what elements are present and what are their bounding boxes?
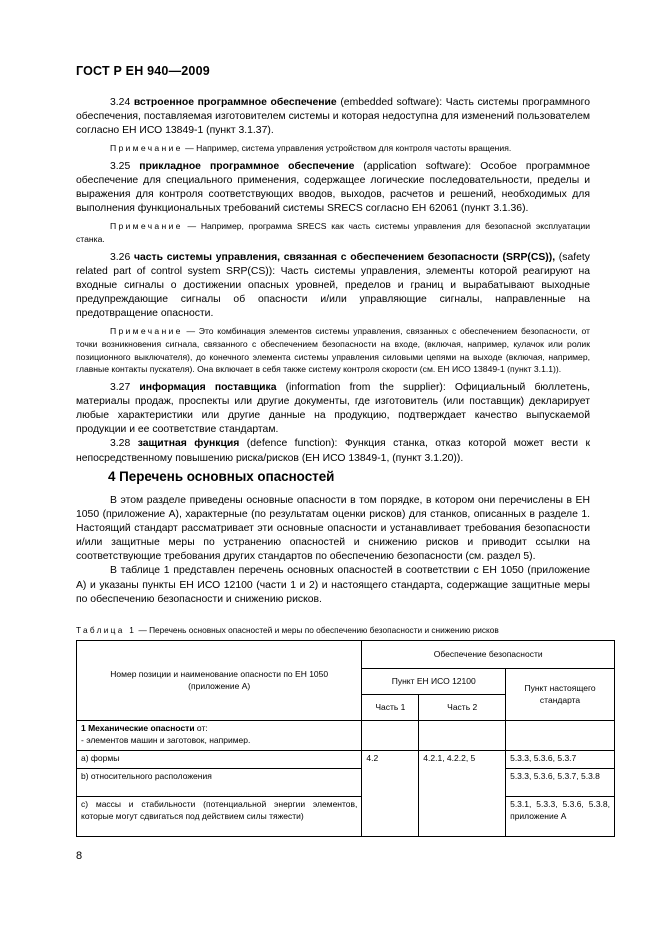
def-text: (safety related part of control system SRP(CS)): Часть системы управления, элементы которой реагируют на входные сигналы о достижении опасных уровней, пределов и границ и вырабатывают выходные предупреждающие сигналы об опасности и/или управляющие сигналы, направленные на предотвращение опасности. <box>76 251 590 320</box>
group-cell <box>77 721 362 751</box>
note-text: — Например, программа SRECS как часть системы управления для безопасной эксплуатации станка. <box>76 221 590 245</box>
group-subtitle: - элементов машин и заготовок, например. <box>81 734 251 745</box>
table-row <box>77 769 615 797</box>
definition-3-26 <box>76 251 590 321</box>
note-3-24 <box>76 142 590 155</box>
def-term: защитная функция <box>137 438 240 450</box>
table-header-row <box>77 641 615 669</box>
note-label: Примечание <box>110 143 183 154</box>
table-cell <box>506 721 615 751</box>
note-text: — Например, система управления устройством для контроля частоты вращения. <box>182 143 512 154</box>
hazard-cell: c) массы и стабильности (потенциальной энергии элементов, которые могут сдвигаться под действием силы тяжести) <box>77 797 362 837</box>
hazard-cell: a) формы <box>77 751 362 769</box>
section-paragraph-1: В этом разделе приведены основные опасности в том порядке, в котором они перечислены в ЕН 1050 (приложение А), характерные (по результатам оценки рисков) для станков, описанных в разделе 1. Настоящий стандарт рассматривает эти основные опасности и устанавливает требования безопасности и/или защитные меры по устранению опасностей и снижению рисков и приводит ссылки на соответствующие требования других стандартов по обеспечению безопасности (см. раздел 5). <box>76 495 590 563</box>
definition-3-28 <box>76 437 590 465</box>
def-number: 3.25 <box>110 160 131 172</box>
def-text: (information from the supplier): Официальный бюллетень, материалы продаж, проспекты или другие документы, где изготовитель (или поставщик) декларирует любые характеристики или другие данные на продукцию, подтверждает качество выпускаемой продукции и ее соответствие стандартам. <box>76 382 590 436</box>
def-number: 3.26 <box>110 251 131 263</box>
def-text: (defence function): Функция станка, отказ которой может вести к непосредственному повышению риска/рисков (ЕН ИСО 13849-1, (пункт 3.1.20)). <box>76 438 591 464</box>
part2-cell: 4.2.1, 4.2.2, 5 <box>419 751 506 837</box>
caption-label: Таблица 1 <box>76 625 137 635</box>
header-part1: Часть 1 <box>362 695 419 721</box>
table-row <box>77 721 615 751</box>
table-row <box>77 797 615 837</box>
group-title-rest: от: <box>194 723 208 733</box>
standard-cell: 5.3.3, 5.3.6, 5.3.7, 5.3.8 <box>506 769 615 797</box>
section-paragraph-2: В таблице 1 представлен перечень основных опасностей в соответствии с ЕН 1050 (приложение А) и указаны пункты ЕН ИСО 12100 (части 1 и 2) и настоящего стандарта, содержащие защитные меры по обеспечению безопасности и снижению рисков. <box>76 565 590 605</box>
table-caption <box>76 625 499 635</box>
hazard-cell: b) относительного расположения <box>77 769 362 797</box>
hazards-table <box>76 640 615 837</box>
def-term: встроенное программное обеспечение <box>133 97 337 108</box>
def-term: прикладное программное обеспечение <box>139 160 355 172</box>
def-term: информация поставщика <box>139 382 277 394</box>
definition-3-25 <box>76 160 590 216</box>
table-cell <box>362 721 419 751</box>
note-3-25 <box>76 220 590 245</box>
note-label: Примечание <box>110 221 183 232</box>
def-number: 3.28 <box>110 438 131 450</box>
def-text: (application software): Особое программное обеспечение для специального применения, содержащее логические последовательности, пределы и выражения для контроля соответствующих вводов, выходов, расчетов и решений, необходимых для выполнения функциональных требований системы SRECS согласно ЕН 62061 (пункт 3.1.36). <box>76 160 591 215</box>
header-part2: Часть 2 <box>419 695 506 721</box>
standard-cell: 5.3.3, 5.3.6, 5.3.7 <box>506 751 615 769</box>
section-title: 4 Перечень основных опасностей <box>108 469 335 484</box>
definition-3-27 <box>76 381 590 437</box>
note-label: Примечание <box>110 326 183 337</box>
standard-cell: 5.3.1, 5.3.3, 5.3.6, 5.3.8, приложение А <box>506 797 615 837</box>
page-number: 8 <box>76 850 83 862</box>
definition-3-24 <box>76 96 590 138</box>
def-text: (embedded software): Часть системы программного обеспечения, поставляемая изготовителем системы и которая недоступна для изменений пользователем согласно ЕН ИСО 13849-1 (пункт 3.1.37). <box>76 97 591 137</box>
definitions-block <box>76 96 590 466</box>
part1-cell: 4.2 <box>362 751 419 837</box>
header-safety: Обеспечение безопасности <box>362 641 615 669</box>
note-3-26 <box>76 325 590 376</box>
caption-text: — Перечень основных опасностей и меры по обеспечению безопасности и снижению рисков <box>136 625 499 635</box>
header-iso: Пункт ЕН ИСО 12100 <box>362 669 506 695</box>
group-title: 1 Механические опасности <box>81 723 195 733</box>
header-standard: Пункт настоящего стандарта <box>506 669 615 721</box>
table-cell <box>419 721 506 751</box>
table-row <box>77 751 615 769</box>
def-term: часть системы управления, связанная с обеспечением безопасности (SRP(CS)), <box>133 251 556 263</box>
def-number: 3.24 <box>110 97 131 108</box>
header-hazard: Номер позиции и наименование опасности по ЕН 1050 (приложение А) <box>77 641 362 721</box>
section-body <box>76 494 590 607</box>
note-text: — Это комбинация элементов системы управления, связанных с обеспечением безопасности, от точки возникновения сигнала, связанного с обеспечением безопасности на входе, (включая, например, кулачок или ролик позиционного выключателя), до конечного элемента системы управления силовыми цепями на выходе (включая, например, главные контакты пускателя). Она включает в себя также систему контроля скорости (см. ЕН ИСО 13849-1 (пункт 3.1.1)). <box>76 326 590 375</box>
def-number: 3.27 <box>110 382 131 394</box>
document-header: ГОСТ Р ЕН 940—2009 <box>76 64 210 78</box>
